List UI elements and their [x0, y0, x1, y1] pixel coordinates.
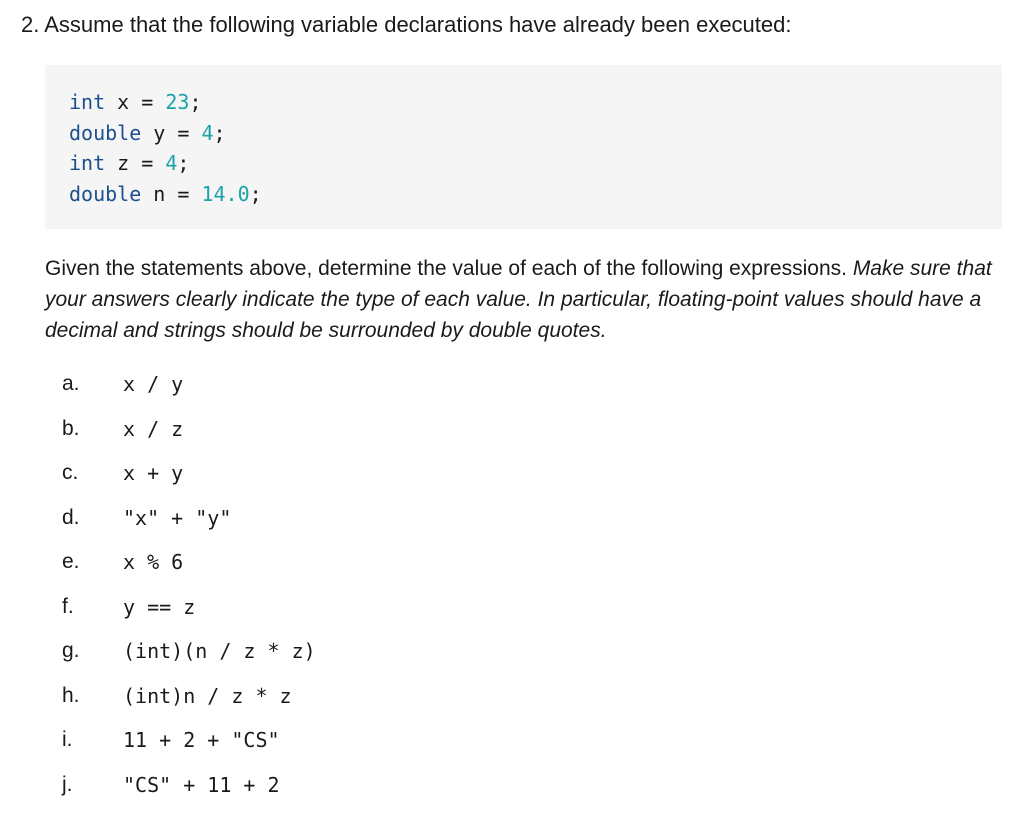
code-variable: x =: [105, 90, 165, 114]
code-number-literal: 14.0: [201, 182, 249, 206]
item-letter: h.: [62, 682, 80, 710]
question-header: 2. Assume that the following variable declarations have already been executed:: [21, 10, 791, 40]
list-item: [62, 502, 562, 547]
code-number-literal: 4: [201, 121, 213, 145]
item-letter: f.: [62, 593, 74, 621]
code-variable: n =: [141, 182, 201, 206]
item-letter: g.: [62, 637, 80, 665]
code-semicolon: ;: [189, 90, 201, 114]
item-letter: c.: [62, 459, 78, 487]
code-number-literal: 4: [165, 151, 177, 175]
instructions-emphasis: Make sure that your answers clearly indicate the type of each value. In particular, floating-point values should have a decimal and strings should be surrounded by double quotes.: [45, 257, 992, 342]
code-variable: y =: [141, 121, 201, 145]
list-item: [62, 591, 562, 636]
instructions-text: Given the statements above, determine the value of each of the following expressions.: [45, 257, 853, 280]
item-expression: 11 + 2 + "CS": [123, 726, 280, 754]
code-type-keyword: double: [69, 182, 141, 206]
item-expression: x + y: [123, 459, 183, 487]
item-letter: a.: [62, 370, 80, 398]
list-item: [62, 769, 562, 813]
code-type-keyword: int: [69, 90, 105, 114]
item-expression: "CS" + 11 + 2: [123, 771, 280, 799]
list-item: [62, 724, 562, 769]
code-type-keyword: double: [69, 121, 141, 145]
code-semicolon: ;: [250, 182, 262, 206]
code-line: [69, 148, 1002, 179]
code-semicolon: ;: [177, 151, 189, 175]
item-expression: x / z: [123, 415, 183, 443]
list-item: [62, 368, 562, 413]
item-expression: y == z: [123, 593, 195, 621]
item-letter: i.: [62, 726, 73, 754]
list-item: [62, 680, 562, 725]
code-line: [69, 179, 1002, 210]
item-expression: x % 6: [123, 548, 183, 576]
expression-list: [62, 368, 562, 813]
code-line: [69, 118, 1002, 149]
instructions-paragraph: [45, 253, 1010, 346]
item-letter: d.: [62, 504, 80, 532]
item-expression: "x" + "y": [123, 504, 231, 532]
list-item: [62, 546, 562, 591]
code-type-keyword: int: [69, 151, 105, 175]
item-letter: e.: [62, 548, 80, 576]
code-block: [45, 65, 1002, 229]
item-expression: (int)(n / z * z): [123, 637, 316, 665]
code-variable: z =: [105, 151, 165, 175]
item-expression: x / y: [123, 370, 183, 398]
code-line: [69, 87, 1002, 118]
list-item: [62, 635, 562, 680]
item-expression: (int)n / z * z: [123, 682, 292, 710]
item-letter: j.: [62, 771, 73, 799]
item-letter: b.: [62, 415, 80, 443]
code-number-literal: 23: [165, 90, 189, 114]
list-item: [62, 457, 562, 502]
code-semicolon: ;: [214, 121, 226, 145]
list-item: [62, 413, 562, 458]
